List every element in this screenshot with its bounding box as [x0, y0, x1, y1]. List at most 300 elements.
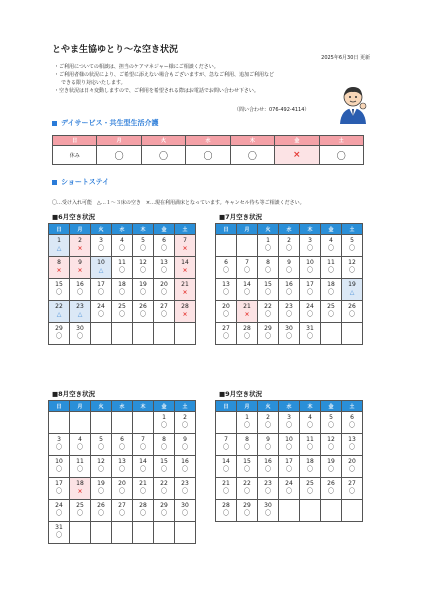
calendar-day-cell: [258, 257, 279, 279]
day-number: 12: [139, 259, 147, 266]
shortstay-legend: 〇…受け入れ可能 △…１～３床の空き ×…現在利用満床となっています。キャンセル待ち等ご相談ください。: [52, 200, 305, 206]
calendar-day-cell: [133, 279, 154, 301]
calendar-day-cell: [49, 500, 70, 522]
updated-date: 2025年6月30日 更新: [321, 55, 370, 61]
availability-mark: 〇: [285, 444, 292, 451]
availability-mark: 〇: [243, 289, 250, 296]
calendar-day-cell: [133, 456, 154, 478]
day-number: 24: [97, 303, 105, 310]
calendar-day-cell: [342, 257, 363, 279]
availability-mark: ×: [77, 488, 83, 495]
day-number: 6: [224, 259, 228, 266]
day-number: 4: [329, 237, 333, 244]
availability-mark: 〇: [222, 267, 229, 274]
day-number: 29: [160, 502, 168, 509]
day-number: 29: [264, 325, 272, 332]
calendar-day-cell: [321, 500, 342, 522]
day-number: 20: [348, 458, 356, 465]
calendar-day-cell: [91, 257, 112, 279]
dayservice-cell: 〇: [141, 146, 185, 165]
day-header: 土: [319, 136, 363, 146]
calendar-day-cell: [175, 522, 196, 544]
weekday-header: 日: [216, 401, 237, 412]
day-number: 7: [224, 436, 228, 443]
availability-mark: 〇: [222, 444, 229, 451]
calendar-day-cell: [70, 434, 91, 456]
calendar-day-cell: [91, 522, 112, 544]
day-number: 19: [97, 480, 105, 487]
day-number: 10: [306, 259, 314, 266]
day-number: 27: [118, 502, 126, 509]
day-number: 28: [222, 502, 230, 509]
calendar-day-cell: [133, 478, 154, 500]
day-number: 5: [99, 436, 103, 443]
calendar-day-cell: [70, 500, 91, 522]
day-header: 日: [53, 136, 97, 146]
availability-mark: 〇: [181, 466, 188, 473]
calendar-day-cell: [49, 434, 70, 456]
calendar-day-cell: [154, 522, 175, 544]
calendar-day-cell: [237, 456, 258, 478]
day-number: 13: [160, 259, 168, 266]
day-header: 火: [141, 136, 185, 146]
day-number: 6: [120, 436, 124, 443]
calendar-day-cell: [70, 323, 91, 345]
calendar-day-cell: [175, 456, 196, 478]
calendar-day-cell: [70, 279, 91, 301]
day-number: 19: [348, 281, 356, 288]
weekday-header: 月: [70, 224, 91, 235]
availability-mark: 〇: [76, 466, 83, 473]
calendar-day-cell: [321, 323, 342, 345]
day-number: 14: [181, 259, 189, 266]
availability-mark: 〇: [306, 311, 313, 318]
day-number: 8: [162, 436, 166, 443]
calendar-day-cell: [91, 412, 112, 434]
availability-mark: ×: [182, 267, 188, 274]
availability-mark: 〇: [348, 311, 355, 318]
day-number: 25: [306, 480, 314, 487]
availability-mark: 〇: [139, 466, 146, 473]
availability-mark: 〇: [76, 510, 83, 517]
availability-mark: 〇: [327, 245, 334, 252]
day-number: 26: [97, 502, 105, 509]
day-number: 26: [139, 303, 147, 310]
calendar-day-cell: [70, 456, 91, 478]
day-number: 18: [76, 480, 84, 487]
calendar-day-cell: [300, 456, 321, 478]
weekday-header: 金: [321, 401, 342, 412]
calendar-day-cell: [112, 279, 133, 301]
calendar-day-cell: [279, 500, 300, 522]
weekday-header: 土: [342, 401, 363, 412]
day-number: 22: [264, 303, 272, 310]
day-number: 29: [243, 502, 251, 509]
day-number: 22: [160, 480, 168, 487]
calendar-day-cell: [154, 323, 175, 345]
day-number: 16: [76, 281, 84, 288]
day-number: 1: [57, 237, 61, 244]
calendar-day-cell: [237, 412, 258, 434]
calendar-day-cell: [49, 522, 70, 544]
calendar-day-cell: [175, 257, 196, 279]
calendar-day-cell: [300, 434, 321, 456]
calendar-day-cell: [258, 478, 279, 500]
calendar-day-cell: [112, 456, 133, 478]
day-header: 月: [97, 136, 141, 146]
availability-mark: 〇: [118, 267, 125, 274]
day-number: 11: [327, 259, 335, 266]
day-header: 木: [230, 136, 274, 146]
availability-mark: 〇: [222, 333, 229, 340]
availability-mark: ×: [182, 245, 188, 252]
calendar-day-cell: [279, 257, 300, 279]
page-title: とやま生協ゆとり～な空き状況: [52, 45, 179, 55]
calendar-day-cell: [321, 235, 342, 257]
calendar-day-cell: [154, 301, 175, 323]
calendar-day-cell: [237, 434, 258, 456]
calendar-day-cell: [154, 412, 175, 434]
availability-mark: 〇: [55, 333, 62, 340]
availability-mark: 〇: [160, 311, 167, 318]
calendar-day-cell: [154, 478, 175, 500]
calendar-day-cell: [300, 323, 321, 345]
day-number: 12: [348, 259, 356, 266]
calendar-day-cell: [49, 478, 70, 500]
calendar-day-cell: [133, 301, 154, 323]
availability-mark: 〇: [264, 466, 271, 473]
calendar-day-cell: [91, 279, 112, 301]
calendar-day-cell: [91, 323, 112, 345]
calendar-day-cell: [342, 301, 363, 323]
availability-mark: 〇: [348, 245, 355, 252]
calendar-day-cell: [175, 301, 196, 323]
availability-mark: 〇: [97, 245, 104, 252]
availability-mark: 〇: [118, 466, 125, 473]
calendar-day-cell: [300, 412, 321, 434]
calendar-day-cell: [112, 434, 133, 456]
availability-mark: 〇: [243, 267, 250, 274]
day-number: 25: [327, 303, 335, 310]
availability-mark: 〇: [264, 422, 271, 429]
day-number: 15: [55, 281, 63, 288]
availability-mark: ×: [182, 289, 188, 296]
day-number: 12: [97, 458, 105, 465]
calendar-day-cell: [112, 478, 133, 500]
day-number: 18: [327, 281, 335, 288]
calendar-day-cell: [49, 257, 70, 279]
availability-mark: 〇: [160, 245, 167, 252]
day-number: 13: [222, 281, 230, 288]
availability-mark: 〇: [327, 466, 334, 473]
day-number: 17: [55, 480, 63, 487]
day-number: 6: [162, 237, 166, 244]
availability-mark: 〇: [222, 488, 229, 495]
calendar-day-cell: [49, 235, 70, 257]
availability-mark: 〇: [285, 466, 292, 473]
day-number: 7: [141, 436, 145, 443]
day-number: 30: [181, 502, 189, 509]
day-number: 31: [55, 524, 63, 531]
availability-mark: 〇: [97, 311, 104, 318]
calendar-day-cell: [49, 323, 70, 345]
day-number: 27: [160, 303, 168, 310]
availability-mark: 〇: [181, 444, 188, 451]
calendar-day-cell: [133, 235, 154, 257]
calendar-day-cell: [237, 279, 258, 301]
calendar-day-cell: [70, 235, 91, 257]
availability-mark: 〇: [264, 311, 271, 318]
day-number: 11: [306, 436, 314, 443]
availability-mark: ×: [244, 311, 250, 318]
availability-mark: 〇: [243, 488, 250, 495]
calendar-day-cell: [112, 257, 133, 279]
calendar-day-cell: [70, 412, 91, 434]
day-number: 3: [99, 237, 103, 244]
availability-mark: 〇: [306, 444, 313, 451]
day-number: 10: [55, 458, 63, 465]
note-line: ・ご利用についての相談は、担当のケアマネジャー様にご相談ください。: [54, 64, 219, 70]
day-number: 8: [266, 259, 270, 266]
day-number: 20: [222, 303, 230, 310]
calendar-day-cell: [216, 478, 237, 500]
availability-mark: 〇: [222, 311, 229, 318]
day-number: 21: [243, 303, 251, 310]
day-number: 8: [57, 259, 61, 266]
day-number: 22: [55, 303, 63, 310]
day-number: 24: [285, 480, 293, 487]
day-number: 25: [76, 502, 84, 509]
calendar-day-cell: [342, 323, 363, 345]
calendar-day-cell: [175, 434, 196, 456]
weekday-header: 木: [300, 224, 321, 235]
availability-mark: 〇: [306, 245, 313, 252]
day-header: 水: [186, 136, 230, 146]
day-number: 23: [181, 480, 189, 487]
calendar-day-cell: [91, 235, 112, 257]
calendar-july: [215, 223, 363, 345]
dayservice-cell: ×: [275, 146, 319, 165]
calendar-day-cell: [216, 323, 237, 345]
weekday-header: 土: [175, 224, 196, 235]
calendar-september: [215, 400, 363, 522]
notes-block: [54, 63, 274, 95]
availability-mark: 〇: [222, 466, 229, 473]
calendar-day-cell: [49, 279, 70, 301]
availability-mark: 〇: [55, 532, 62, 539]
calendar-day-cell: [237, 257, 258, 279]
availability-mark: 〇: [139, 289, 146, 296]
calendar-day-cell: [279, 279, 300, 301]
availability-mark: 〇: [285, 333, 292, 340]
calendar-day-cell: [279, 456, 300, 478]
calendar-day-cell: [70, 522, 91, 544]
availability-mark: △: [56, 311, 62, 318]
day-number: 4: [78, 436, 82, 443]
day-number: 14: [222, 458, 230, 465]
availability-mark: ×: [182, 311, 188, 318]
day-number: 11: [76, 458, 84, 465]
calendar-june: [48, 223, 196, 345]
day-number: 22: [243, 480, 251, 487]
availability-mark: 〇: [327, 311, 334, 318]
calendar-day-cell: [300, 279, 321, 301]
calendar-day-cell: [216, 235, 237, 257]
weekday-header: 水: [279, 401, 300, 412]
calendar-day-cell: [175, 500, 196, 522]
calendar-day-cell: [154, 235, 175, 257]
calendar-day-cell: [175, 478, 196, 500]
day-number: 27: [222, 325, 230, 332]
calendar-day-cell: [154, 456, 175, 478]
availability-mark: 〇: [76, 333, 83, 340]
availability-mark: 〇: [181, 510, 188, 517]
day-number: 10: [97, 259, 105, 266]
availability-mark: 〇: [139, 444, 146, 451]
calendar-day-cell: [258, 500, 279, 522]
availability-mark: 〇: [264, 444, 271, 451]
day-number: 31: [306, 325, 314, 332]
availability-mark: 〇: [160, 466, 167, 473]
calendar-day-cell: [237, 323, 258, 345]
day-number: 13: [118, 458, 126, 465]
day-number: 26: [348, 303, 356, 310]
availability-mark: 〇: [97, 466, 104, 473]
availability-mark: 〇: [348, 267, 355, 274]
calendar-day-cell: [154, 279, 175, 301]
availability-mark: 〇: [327, 422, 334, 429]
day-number: 1: [266, 237, 270, 244]
calendar-day-cell: [342, 434, 363, 456]
day-number: 18: [306, 458, 314, 465]
calendar-day-cell: [258, 301, 279, 323]
availability-mark: 〇: [55, 510, 62, 517]
calendar-day-cell: [258, 279, 279, 301]
availability-mark: 〇: [139, 267, 146, 274]
calendar-day-cell: [175, 279, 196, 301]
calendar-day-cell: [133, 500, 154, 522]
calendar-day-cell: [216, 456, 237, 478]
dayservice-cell: 休み: [53, 146, 97, 165]
calendar-day-cell: [342, 412, 363, 434]
availability-mark: 〇: [285, 245, 292, 252]
calendar-day-cell: [112, 500, 133, 522]
availability-mark: 〇: [264, 333, 271, 340]
availability-mark: 〇: [181, 422, 188, 429]
day-number: 15: [160, 458, 168, 465]
day-number: 28: [139, 502, 147, 509]
calendar-day-cell: [300, 257, 321, 279]
calendar-day-cell: [279, 434, 300, 456]
calendar-day-cell: [49, 412, 70, 434]
dayservice-cell: 〇: [186, 146, 230, 165]
calendar-day-cell: [321, 478, 342, 500]
day-number: 3: [287, 414, 291, 421]
calendar-day-cell: [300, 500, 321, 522]
weekday-header: 木: [300, 401, 321, 412]
day-number: 20: [160, 281, 168, 288]
calendar-day-cell: [175, 323, 196, 345]
availability-mark: ×: [77, 267, 83, 274]
day-number: 25: [118, 303, 126, 310]
calendar-day-cell: [258, 456, 279, 478]
availability-mark: 〇: [97, 444, 104, 451]
availability-mark: 〇: [327, 444, 334, 451]
dayservice-cell: 〇: [230, 146, 274, 165]
availability-mark: 〇: [348, 422, 355, 429]
calendar-day-cell: [112, 235, 133, 257]
weekday-header: 金: [321, 224, 342, 235]
availability-mark: 〇: [264, 510, 271, 517]
calendar-day-cell: [321, 301, 342, 323]
day-number: 19: [327, 458, 335, 465]
day-number: 21: [181, 281, 189, 288]
availability-mark: 〇: [306, 422, 313, 429]
availability-mark: 〇: [348, 466, 355, 473]
availability-mark: 〇: [243, 466, 250, 473]
weekday-header: 土: [175, 401, 196, 412]
calendar-day-cell: [216, 257, 237, 279]
calendar-day-cell: [279, 412, 300, 434]
calendar-day-cell: [342, 235, 363, 257]
day-number: 5: [350, 237, 354, 244]
day-number: 30: [264, 502, 272, 509]
availability-mark: 〇: [348, 444, 355, 451]
availability-mark: ×: [77, 245, 83, 252]
calendar-day-cell: [133, 434, 154, 456]
calendar-day-cell: [216, 412, 237, 434]
availability-mark: 〇: [243, 444, 250, 451]
calendar-day-cell: [112, 412, 133, 434]
calendar-day-cell: [342, 478, 363, 500]
weekday-header: 日: [216, 224, 237, 235]
calendar-day-cell: [279, 235, 300, 257]
day-number: 6: [350, 414, 354, 421]
availability-mark: 〇: [327, 267, 334, 274]
day-number: 30: [76, 325, 84, 332]
availability-mark: 〇: [160, 510, 167, 517]
calendar-august: [48, 400, 196, 544]
day-number: 17: [285, 458, 293, 465]
availability-mark: 〇: [243, 422, 250, 429]
day-number: 3: [57, 436, 61, 443]
availability-mark: △: [77, 311, 83, 318]
calendar-day-cell: [154, 500, 175, 522]
availability-mark: 〇: [306, 267, 313, 274]
calendar-day-cell: [321, 279, 342, 301]
calendar-day-cell: [258, 412, 279, 434]
availability-mark: 〇: [97, 488, 104, 495]
calendar-day-cell: [279, 301, 300, 323]
availability-mark: 〇: [118, 510, 125, 517]
calendar-day-cell: [342, 500, 363, 522]
contact-phone: （問い合わせ：076-492-4114）: [234, 107, 310, 113]
day-number: 9: [266, 436, 270, 443]
calendar-day-cell: [300, 235, 321, 257]
weekday-header: 月: [70, 401, 91, 412]
availability-mark: 〇: [160, 289, 167, 296]
day-header: 金: [275, 136, 319, 146]
calendar-day-cell: [49, 301, 70, 323]
calendar-day-cell: [216, 434, 237, 456]
availability-mark: 〇: [306, 289, 313, 296]
day-number: 12: [327, 436, 335, 443]
day-number: 21: [139, 480, 147, 487]
day-number: 1: [162, 414, 166, 421]
calendar-day-cell: [70, 257, 91, 279]
day-number: 4: [120, 237, 124, 244]
availability-mark: 〇: [55, 466, 62, 473]
